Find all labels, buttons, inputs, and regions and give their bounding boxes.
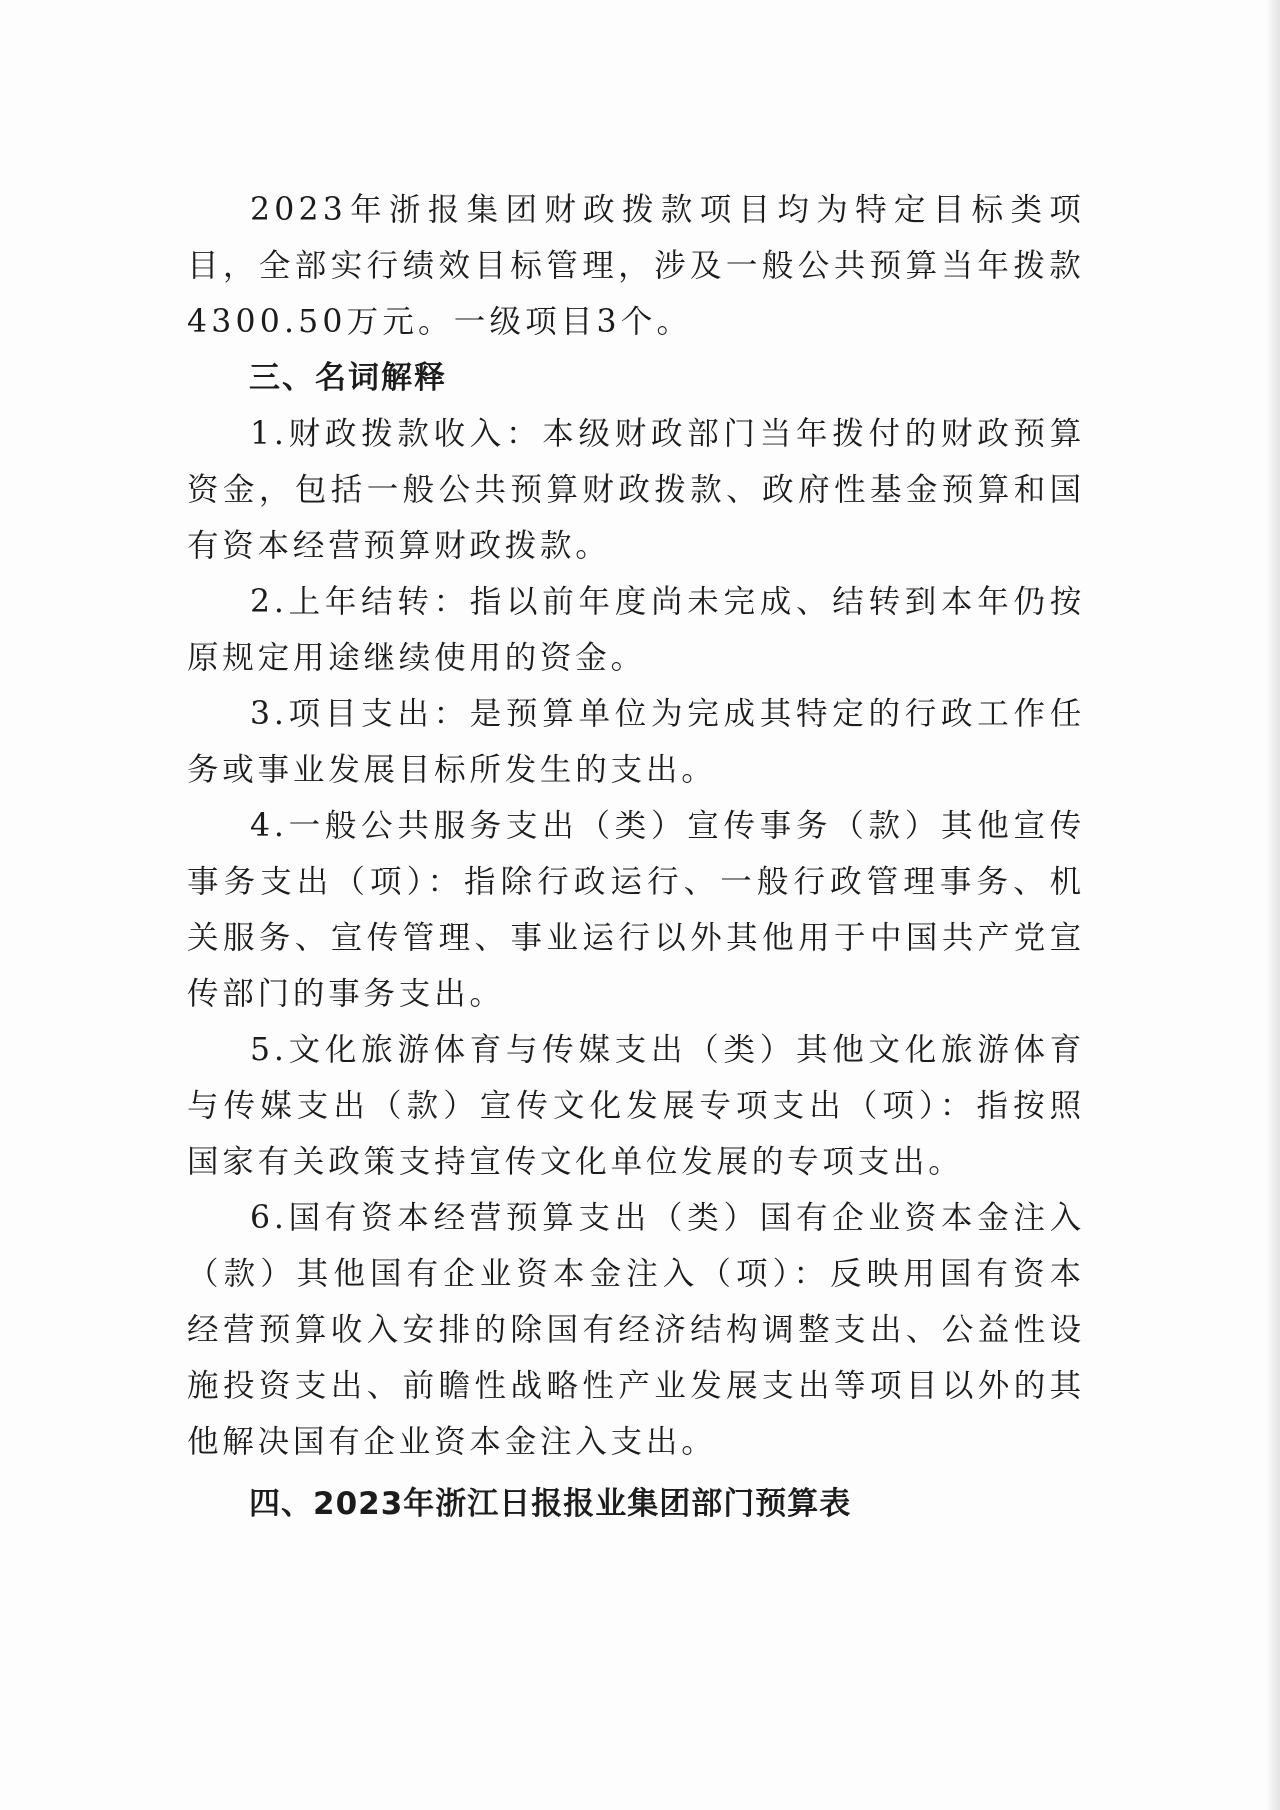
scan-edge-shadow: [1266, 0, 1280, 1810]
definition-1: 1.财政拨款收入：本级财政部门当年拨付的财政预算资金，包括一般公共预算财政拨款、政府性基金预算和国有资本经营预算财政拨款。: [187, 416, 1085, 564]
definition-5: 5.文化旅游体育与传媒支出（类）其他文化旅游体育与传媒支出（款）宣传文化发展专项支出（项）：指按照国家有关政策支持宣传文化单位发展的专项支出。: [187, 1032, 1085, 1180]
definition-6: 6.国有资本经营预算支出（类）国有企业资本金注入（款）其他国有企业资本金注入（项）：反映用国有资本经营预算收入安排的除国有经济结构调整支出、公益性设施投资支出、前瞻性战略性产业发展支出等项目以外的其他解决国有企业资本金注入支出。: [187, 1200, 1085, 1460]
definition-3: 3.项目支出：是预算单位为完成其特定的行政工作任务或事业发展目标所发生的支出。: [187, 696, 1085, 788]
section-heading-budget-tables: 四、2023年浙江日报报业集团部门预算表: [249, 1486, 852, 1522]
intro-paragraph: 2023年浙报集团财政拨款项目均为特定目标类项目，全部实行绩效目标管理，涉及一般公共预算当年拨款4300.50万元。一级项目3个。: [187, 192, 1085, 340]
definition-4: 4.一般公共服务支出（类）宣传事务（款）其他宣传事务支出（项）：指除行政运行、一般行政管理事务、机关服务、宣传管理、事业运行以外其他用于中国共产党宣传部门的事务支出。: [187, 808, 1085, 1012]
section-heading-glossary: 三、名词解释: [249, 360, 447, 396]
definition-2: 2.上年结转：指以前年度尚未完成、结转到本年仍按原规定用途继续使用的资金。: [187, 584, 1085, 676]
document-body: [187, 182, 1085, 1532]
